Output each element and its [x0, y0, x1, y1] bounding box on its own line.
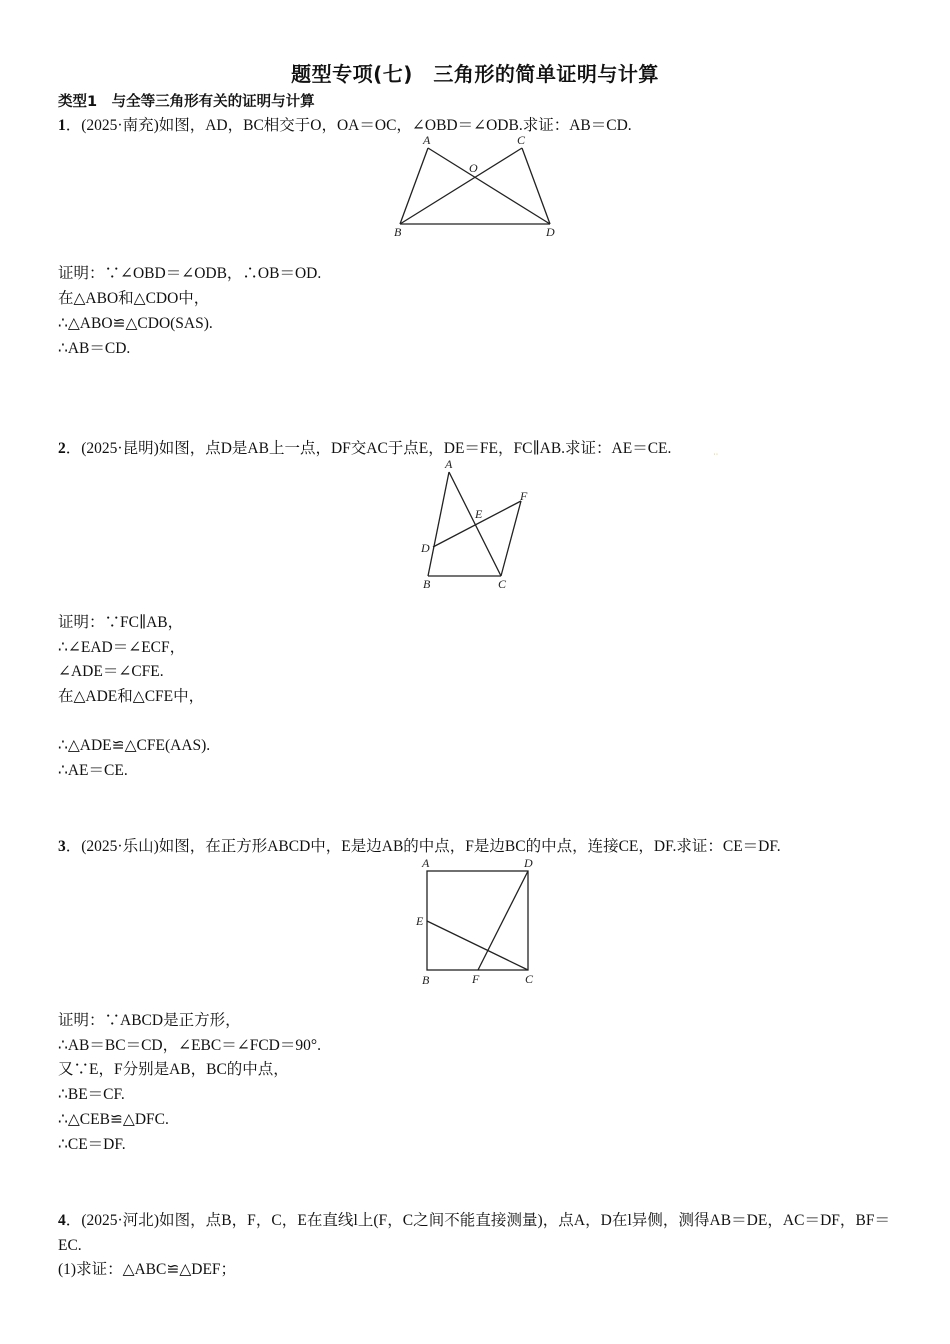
point-label-c: C	[517, 133, 526, 147]
problem-3-statement	[58, 837, 781, 857]
proof-line: 证明：∵∠OBD＝∠ODB，∴OB＝OD.	[58, 265, 322, 282]
emphasis-dot: ˙˙	[713, 452, 719, 461]
point-label-e: E	[475, 507, 483, 521]
proof-line: 证明：∵FC∥AB，	[58, 614, 184, 631]
proof-line: ∴∠EAD＝∠ECF，	[58, 639, 186, 656]
point-label-b: B	[394, 225, 402, 239]
point-label-a: A	[423, 133, 431, 147]
problem-2-statement	[58, 439, 671, 459]
proof-line: ∴AE＝CE.	[58, 762, 128, 779]
point-label-d: D	[524, 856, 533, 870]
problem-text: ．(2025·河北)如图，点B，F，C，E在直线l上(F，C之间不能直接测量)，点A，D在l异侧，测得AB＝DE，AC＝DF，BF＝EC.	[58, 1212, 890, 1254]
problem-text: ．(2025·昆明)如图，点D是AB上一点，DF交AC于点E，DE＝FE，FC∥AB.求证：AE＝CE.	[65, 440, 672, 457]
segment-fd	[478, 871, 528, 970]
proof-line: ∴CE＝DF.	[58, 1136, 126, 1153]
proof-line: ∴AB＝CD.	[58, 340, 131, 357]
figure-1	[380, 130, 570, 242]
proof-line: ∠ADE＝∠CFE.	[58, 663, 164, 680]
segment-ac	[449, 472, 501, 576]
point-label-c: C	[498, 577, 507, 591]
point-label-a: A	[445, 457, 453, 471]
proof-line: ∴△ADE≌△CFE(AAS).	[58, 737, 211, 754]
problem-text: ．(2025·南充)如图，AD，BC相交于O，OA＝OC，∠OBD＝∠ODB.求证：AB＝CD.	[65, 117, 632, 134]
proof-line: 证明：∵ABCD是正方形，	[58, 1012, 241, 1029]
point-label-d: D	[421, 541, 430, 555]
problem-number: 3	[58, 838, 66, 855]
problem-text: ．(2025·乐山)如图，在正方形ABCD中，E是边AB的中点，F是边BC的中点，连接CE，DF.求证：CE＝DF.	[65, 838, 781, 855]
point-label-o: O	[469, 161, 478, 175]
point-label-b: B	[422, 973, 430, 987]
sub-question: (1)求证：△ABC≌△DEF；	[58, 1261, 237, 1278]
proof-line: ∴△ABO≌△CDO(SAS).	[58, 315, 213, 332]
proof-line: ∴BE＝CF.	[58, 1086, 125, 1103]
page-title: 题型专项(七) 三角形的简单证明与计算	[291, 62, 659, 86]
point-label-e: E	[416, 914, 424, 928]
segment-ab	[400, 148, 428, 224]
problem-number: 4	[58, 1212, 66, 1229]
segment-ad	[428, 148, 550, 224]
segment-cd	[522, 148, 550, 224]
point-label-f: F	[520, 489, 528, 503]
segment-fc	[501, 501, 521, 576]
figure-2	[415, 457, 540, 592]
problem-number: 2	[58, 440, 66, 457]
problem-number: 1	[58, 117, 66, 134]
segment-ec	[427, 921, 528, 970]
segment-cb	[400, 148, 522, 224]
segment-ab	[428, 472, 449, 576]
proof-line: 又∵E，F分别是AB，BC的中点，	[58, 1061, 289, 1078]
point-label-d: D	[546, 225, 555, 239]
square-abcd	[427, 871, 528, 970]
point-label-c: C	[525, 972, 534, 986]
proof-line: ∴△CEB≌△DFC.	[58, 1111, 169, 1128]
proof-line: 在△ABO和△CDO中，	[58, 290, 210, 307]
section-heading: 类型1 与全等三角形有关的证明与计算	[58, 94, 315, 110]
problem-4-statement	[58, 1208, 890, 1258]
figure-3	[410, 855, 540, 990]
proof-line: 在△ADE和△CFE中，	[58, 688, 205, 705]
point-label-f: F	[472, 972, 480, 986]
point-label-b: B	[423, 577, 431, 591]
proof-line: ∴AB＝BC＝CD，∠EBC＝∠FCD＝90°.	[58, 1037, 321, 1054]
point-label-a: A	[422, 856, 430, 870]
